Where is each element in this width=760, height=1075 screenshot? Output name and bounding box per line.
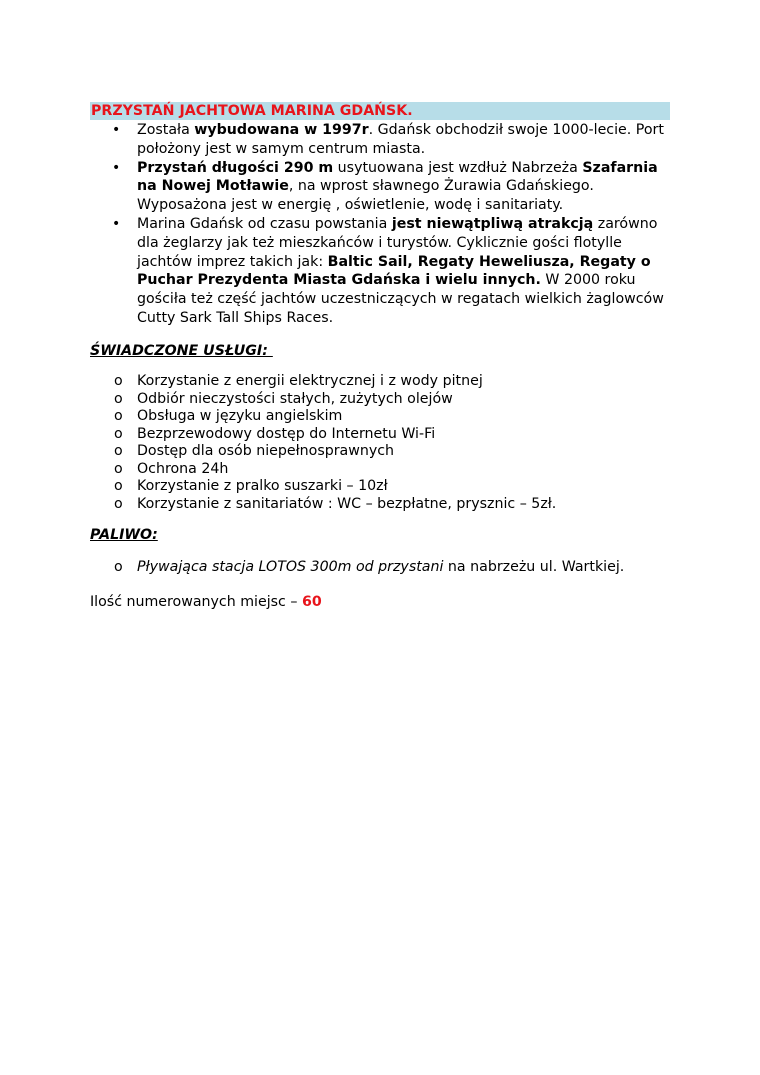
- service-item: [0, 443, 760, 461]
- intro-bold-text: Baltic Sail, Regaty Heweliusza, Regaty o Puchar Prezydenta Miasta Gdańska i wielu innych.: [137, 253, 651, 289]
- service-item: [0, 496, 760, 514]
- circle-marker: o: [114, 460, 123, 477]
- circle-marker: o: [114, 559, 123, 575]
- intro-item-built: [0, 121, 667, 159]
- circle-marker: o: [114, 478, 123, 494]
- service-text: Ochrona 24h: [137, 460, 229, 477]
- intro-bold-text: jest niewątpliwą atrakcją: [391, 215, 594, 232]
- intro-list: [0, 121, 760, 328]
- intro-bold-text: wybudowana w 1997r: [194, 122, 369, 138]
- document-title: PRZYSTAŃ JACHTOWA MARINA GDAŃSK.: [91, 103, 413, 119]
- service-item: [0, 461, 760, 479]
- service-item: [0, 373, 760, 391]
- circle-marker: o: [114, 408, 123, 424]
- service-text: Korzystanie z pralko suszarki – 10zł: [137, 478, 388, 494]
- bullet-marker: •: [112, 159, 121, 176]
- intro-text: . Gdańsk obchodził swoje 1000-lecie. Port położony jest w samym centrum miasta.: [137, 122, 664, 157]
- intro-text: , na wprost sławnego Żurawia Gdańskiego. Wyposażona jest w energię , oświetlenie, wodę i sanitariaty.: [137, 178, 594, 214]
- intro-text: Została: [137, 122, 195, 138]
- service-item: [0, 408, 760, 426]
- fuel-location-text: na nabrzeżu ul. Wartkiej.: [443, 559, 625, 575]
- service-text: Korzystanie z sanitariatów : WC – bezpłatne, prysznic – 5zł.: [137, 495, 557, 512]
- fuel-heading: PALIWO:: [90, 527, 158, 543]
- service-item: [0, 478, 760, 496]
- circle-marker: o: [114, 425, 123, 442]
- intro-item-length: [0, 159, 667, 215]
- intro-text: usytuowana jest wzdłuż Nabrzeża: [333, 159, 583, 176]
- services-heading: ŚWIADCZONE USŁUGI:: [90, 343, 273, 359]
- service-text: Obsługa w języku angielskim: [137, 408, 343, 424]
- service-text: Dostęp dla osób niepełnosprawnych: [137, 443, 395, 459]
- service-item: [0, 391, 760, 409]
- bullet-marker: •: [112, 122, 121, 138]
- intro-bold-text: Przystań długości 290 m: [137, 159, 334, 176]
- service-text: Korzystanie z energii elektrycznej i z wody pitnej: [137, 373, 483, 389]
- service-text: Bezprzewodowy dostęp do Internetu Wi-Fi: [137, 425, 436, 442]
- intro-item-attraction: [0, 215, 667, 328]
- bullet-marker: •: [112, 215, 121, 232]
- berth-count-label: Ilość numerowanych miejsc –: [90, 594, 302, 610]
- fuel-item: [0, 558, 760, 576]
- services-list: [0, 373, 760, 513]
- circle-marker: o: [114, 443, 123, 459]
- intro-bold-text: Szafarnia na Nowej Motławie: [137, 159, 658, 195]
- intro-text: Marina Gdańsk od czasu powstania: [137, 215, 392, 232]
- berth-count: [90, 593, 322, 611]
- intro-text: zarówno dla żeglarzy jak też mieszkańców i turystów. Cyklicznie gości flotylle jachtów imprez takich jak:: [137, 215, 658, 270]
- intro-text: W 2000 roku gościła też część jachtów uczestniczących w regatach wielkich żaglowców Cutty Sark Tall Ships Races.: [137, 272, 664, 326]
- fuel-text: [137, 558, 624, 576]
- circle-marker: o: [114, 373, 123, 389]
- berth-count-value: 60: [301, 594, 322, 610]
- fuel-station-text: Pływająca stacja LOTOS 300m od przystani: [137, 559, 444, 575]
- service-item: [0, 426, 760, 444]
- circle-marker: o: [114, 390, 123, 407]
- service-text: Odbiór nieczystości stałych, zużytych olejów: [137, 390, 453, 407]
- circle-marker: o: [114, 495, 123, 512]
